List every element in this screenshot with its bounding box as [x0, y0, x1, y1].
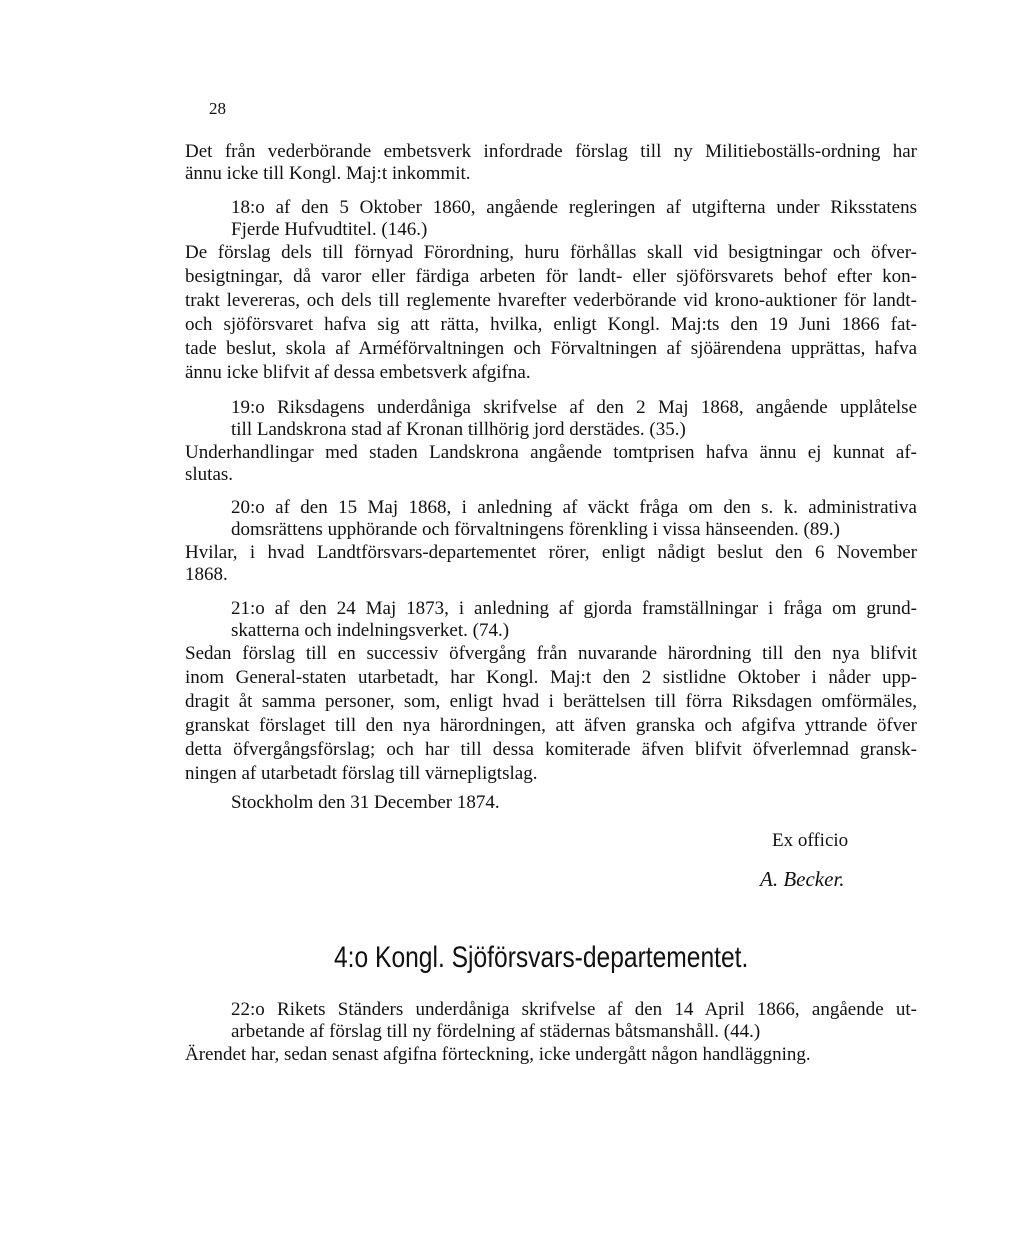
- signature-title: Ex officio: [772, 830, 849, 851]
- text-line: Det från vederbörande embetsverk infordrade förslag till ny Militieboställs-ordning har: [185, 141, 917, 162]
- signature-name: A. Becker.: [760, 867, 845, 891]
- text-line: De förslag dels till förnyad Förordning, huru förhållas skall vid besigtningar och öfver-: [185, 242, 917, 263]
- text-line: Ärendet har, sedan senast afgifna förteckning, icke undergått någon handläggning.: [185, 1044, 811, 1065]
- text-line: detta öfvergångsförslag; och har till dessa komiterade äfven blifvit öfverlemnad gransk-: [185, 739, 917, 760]
- text-line: besigtningar, då varor eller färdiga arbeten för landt- eller sjöförsvarets behof efter kon-: [185, 266, 917, 287]
- section-heading-22: 22:o Rikets Ständers underdåniga skrifvelse af den 14 April 1866, angående ut-: [231, 999, 917, 1020]
- text-line: arbetande af förslag till ny fördelning af städernas båtsmanshåll. (44.): [231, 1021, 761, 1042]
- page-number: 28: [209, 99, 226, 118]
- text-line: ningen af utarbetadt förslag till värnepligtslag.: [185, 763, 538, 784]
- text-line: 1868.: [185, 564, 228, 585]
- text-line: slutas.: [185, 464, 234, 485]
- text-line: tade beslut, skola af Arméförvaltningen och Förvaltningen af sjöärendena upprättas, hafva: [185, 338, 917, 359]
- text-line: Hvilar, i hvad Landtförsvars-departementet rörer, enligt nådigt beslut den 6 November: [185, 542, 917, 563]
- text-line: ännu icke till Kongl. Maj:t inkommit.: [185, 163, 471, 184]
- text-line: till Landskrona stad af Kronan tillhörig jord derstädes. (35.): [231, 419, 686, 440]
- text-line: Underhandlingar med staden Landskrona angående tomtprisen hafva ännu ej kunnat af-: [185, 442, 917, 463]
- text-line: Fjerde Hufvudtitel. (146.): [231, 219, 428, 240]
- section-heading-18: 18:o af den 5 Oktober 1860, angående regleringen af utgifterna under Riksstatens: [231, 197, 917, 218]
- text-line: dragit åt samma personer, som, enligt hvad i berättelsen till förra Riksdagen omförmäles,: [185, 691, 917, 712]
- text-line: ännu icke blifvit af dessa embetsverk afgifna.: [185, 362, 531, 383]
- text-line: trakt levereras, och dels till reglemente hvarefter vederbörande vid krono-auktioner för landt-: [185, 290, 917, 311]
- text-line: skatterna och indelningsverket. (74.): [231, 620, 510, 641]
- section-heading-21: 21:o af den 24 Maj 1873, i anledning af gjorda framställningar i fråga om grund-: [231, 598, 917, 619]
- department-heading: 4:o Kongl. Sjöförsvars-departementet.: [334, 941, 749, 974]
- text-line: domsrättens upphörande och förvaltningens förenkling i vissa hänseenden. (89.): [231, 519, 840, 540]
- text-line: Sedan förslag till en successiv öfvergång från nuvarande härordning till den nya blifvit: [185, 643, 917, 664]
- text-line: granskat förslaget till den nya härordningen, att äfven granska och afgifva yttrande öfver: [185, 715, 917, 736]
- text-line: och sjöförsvaret hafva sig att rätta, hvilka, enligt Kongl. Maj:ts den 19 Juni 1866 fat-: [185, 314, 917, 335]
- date-line: Stockholm den 31 December 1874.: [231, 792, 500, 813]
- section-heading-20: 20:o af den 15 Maj 1868, i anledning af väckt fråga om den s. k. administrativa: [231, 497, 917, 518]
- text-line: inom General-staten utarbetadt, har Kongl. Maj:t den 2 sistlidne Oktober i nåder upp-: [185, 667, 917, 688]
- section-heading-19: 19:o Riksdagens underdåniga skrifvelse af den 2 Maj 1868, angående upplåtelse: [231, 397, 917, 418]
